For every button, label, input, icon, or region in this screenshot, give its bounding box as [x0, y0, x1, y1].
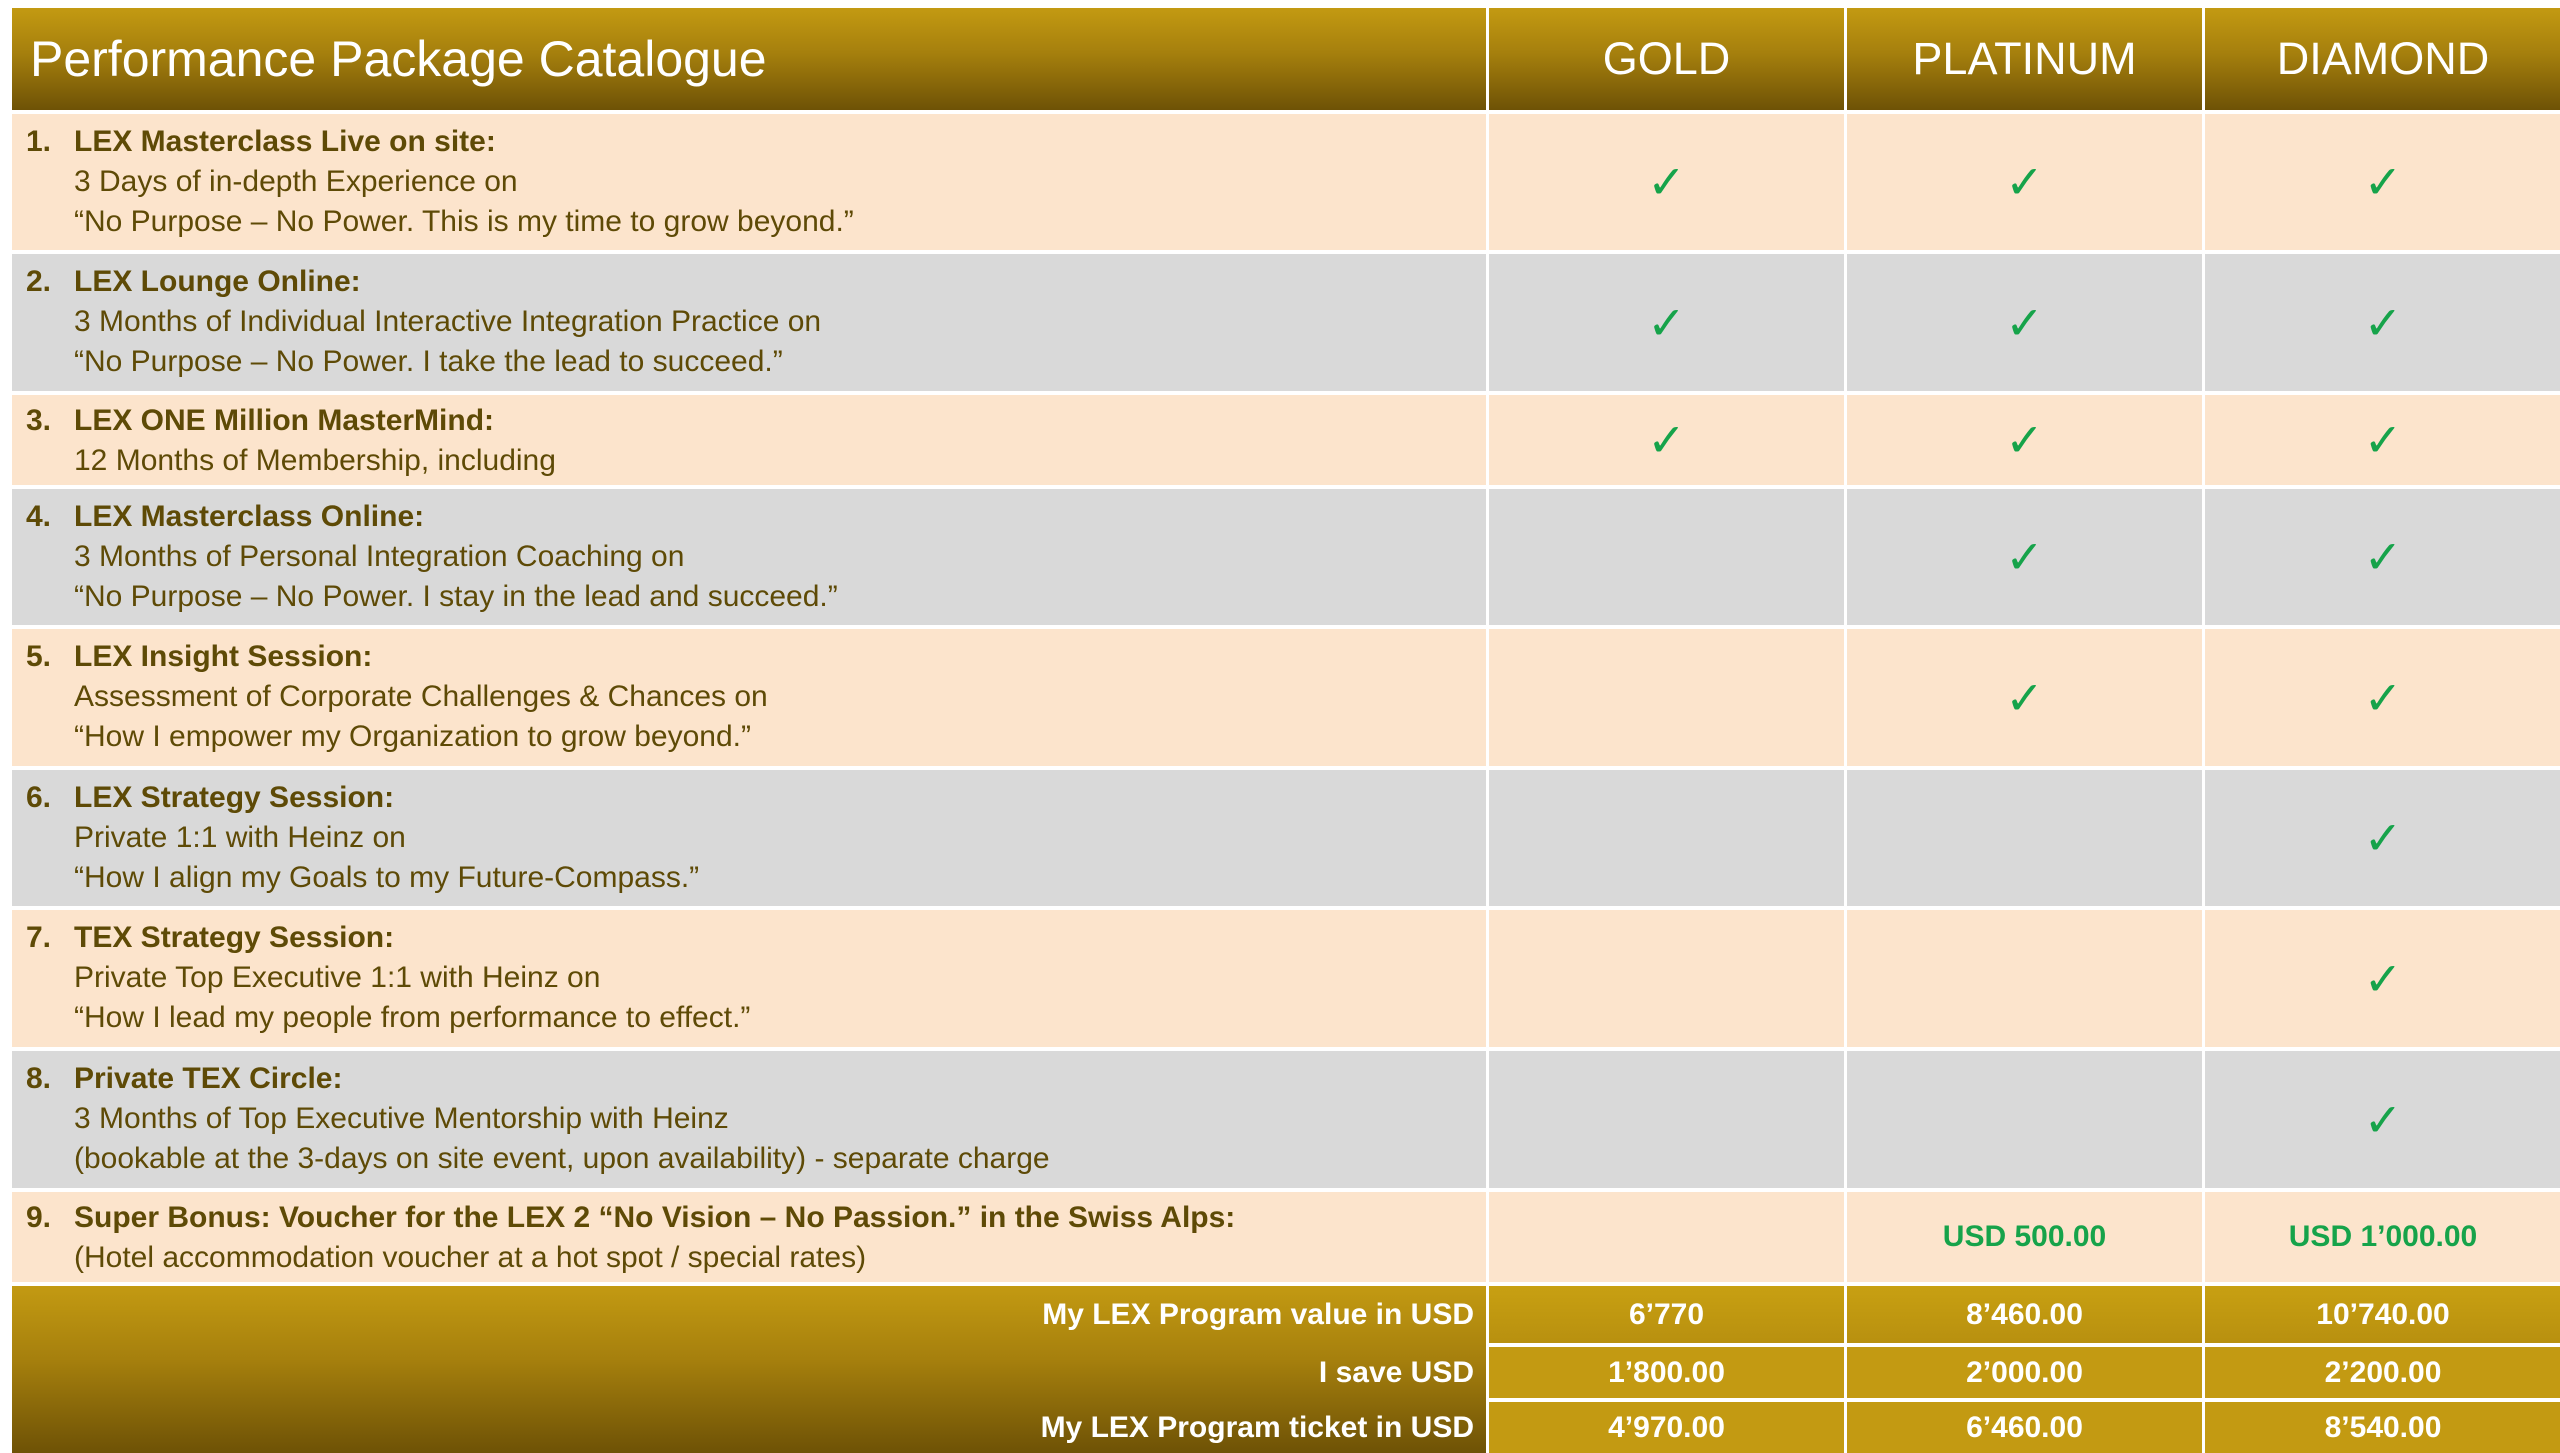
item-title: LEX Masterclass Online: — [74, 500, 425, 533]
item-line: Private Top Executive 1:1 with Heinz on — [74, 961, 601, 994]
gold-savings: 1’800.00 — [1489, 1347, 1844, 1398]
check-icon: ✓ — [2005, 530, 2044, 584]
item-number: 7. — [26, 921, 52, 954]
item-5-platinum-cell — [1847, 629, 2202, 766]
item-row-2-description — [12, 254, 1486, 391]
item-number: 1. — [26, 125, 52, 158]
check-icon: ✓ — [1647, 413, 1686, 467]
check-icon: ✓ — [2005, 155, 2044, 209]
column-header-gold: GOLD — [1489, 8, 1844, 110]
bonus-platinum-value: USD 500.00 — [1847, 1192, 2202, 1282]
item-title: LEX Strategy Session: — [74, 781, 395, 814]
platinum-savings: 2’000.00 — [1847, 1347, 2202, 1398]
item-6-platinum-cell — [1847, 770, 2202, 906]
item-1-diamond-cell — [2205, 114, 2560, 250]
item-2-diamond-cell — [2205, 254, 2560, 391]
item-line: Assessment of Corporate Challenges & Chances on — [74, 680, 768, 713]
column-header-diamond: DIAMOND — [2205, 8, 2560, 110]
item-row-9-description — [12, 1192, 1486, 1282]
check-icon: ✓ — [2363, 670, 2403, 725]
check-icon: ✓ — [2363, 951, 2403, 1006]
item-number: 3. — [26, 404, 52, 437]
item-line: 12 Months of Membership, including — [74, 444, 556, 477]
item-row-3-description — [12, 395, 1486, 485]
gold-program-value: 6’770 — [1489, 1286, 1844, 1343]
item-number: 9. — [26, 1201, 52, 1234]
item-number: 4. — [26, 500, 52, 533]
bonus-gold-value — [1489, 1192, 1844, 1282]
item-line: “How I empower my Organization to grow beyond.” — [74, 720, 751, 753]
platinum-ticket-price: 6’460.00 — [1847, 1402, 2202, 1453]
item-line: “No Purpose – No Power. I take the lead to succeed.” — [74, 345, 783, 378]
item-title: LEX Insight Session: — [74, 640, 373, 673]
check-icon: ✓ — [2363, 530, 2403, 584]
item-line: (bookable at the 3-days on site event, upon availability) - separate charge — [74, 1142, 1050, 1175]
check-icon: ✓ — [2363, 811, 2403, 865]
item-number: 2. — [26, 265, 52, 298]
check-icon: ✓ — [2005, 295, 2044, 350]
item-6-gold-cell — [1489, 770, 1844, 906]
item-3-platinum-cell — [1847, 395, 2202, 485]
bonus-diamond-value: USD 1’000.00 — [2205, 1192, 2560, 1282]
check-icon: ✓ — [1647, 295, 1686, 350]
item-title: Private TEX Circle: — [74, 1062, 343, 1095]
item-line: 3 Months of Individual Interactive Integration Practice on — [74, 305, 822, 338]
gold-ticket-price: 4’970.00 — [1489, 1402, 1844, 1453]
platinum-program-value: 8’460.00 — [1847, 1286, 2202, 1343]
item-line: 3 Days of in-depth Experience on — [74, 165, 518, 198]
item-row-6-description — [12, 770, 1486, 906]
check-icon: ✓ — [2363, 295, 2403, 350]
item-number: 8. — [26, 1062, 52, 1095]
item-2-platinum-cell — [1847, 254, 2202, 391]
diamond-ticket-price: 8’540.00 — [2205, 1402, 2560, 1453]
item-4-diamond-cell — [2205, 489, 2560, 625]
ticket-price-label: My LEX Program ticket in USD — [1040, 1410, 1474, 1444]
item-title: Super Bonus: Voucher for the LEX 2 “No Vision – No Passion.” in the Swiss Alps: — [74, 1201, 1236, 1234]
program-value-label: My LEX Program value in USD — [1042, 1297, 1474, 1331]
footer-labels — [12, 1286, 1486, 1453]
item-5-diamond-cell — [2205, 629, 2560, 766]
item-title: LEX Lounge Online: — [74, 265, 361, 298]
item-6-diamond-cell — [2205, 770, 2560, 906]
item-4-platinum-cell — [1847, 489, 2202, 625]
item-7-diamond-cell — [2205, 910, 2560, 1047]
check-icon: ✓ — [2363, 1092, 2403, 1147]
item-4-gold-cell — [1489, 489, 1844, 625]
item-1-gold-cell — [1489, 114, 1844, 250]
item-3-diamond-cell — [2205, 395, 2560, 485]
package-table — [12, 8, 2552, 1453]
item-line: “How I align my Goals to my Future-Compass.” — [74, 861, 700, 894]
item-8-diamond-cell — [2205, 1051, 2560, 1188]
item-title: LEX Masterclass Live on site: — [74, 125, 496, 158]
item-line: “No Purpose – No Power. This is my time to grow beyond.” — [74, 205, 854, 238]
item-8-gold-cell — [1489, 1051, 1844, 1188]
item-number: 6. — [26, 781, 52, 814]
item-row-5-description — [12, 629, 1486, 766]
item-line: Private 1:1 with Heinz on — [74, 821, 406, 854]
item-row-7-description — [12, 910, 1486, 1047]
item-3-gold-cell — [1489, 395, 1844, 485]
check-icon: ✓ — [2363, 155, 2403, 209]
table-title: Performance Package Catalogue — [12, 8, 1486, 110]
check-icon: ✓ — [2005, 413, 2044, 467]
diamond-savings: 2’200.00 — [2205, 1347, 2560, 1398]
item-number: 5. — [26, 640, 52, 673]
item-row-1-description — [12, 114, 1486, 250]
item-row-4-description — [12, 489, 1486, 625]
check-icon: ✓ — [1647, 155, 1686, 209]
check-icon: ✓ — [2005, 670, 2044, 725]
item-line: 3 Months of Top Executive Mentorship with Heinz — [74, 1102, 729, 1135]
diamond-program-value: 10’740.00 — [2205, 1286, 2560, 1343]
item-2-gold-cell — [1489, 254, 1844, 391]
item-line: 3 Months of Personal Integration Coaching on — [74, 540, 685, 573]
item-1-platinum-cell — [1847, 114, 2202, 250]
item-5-gold-cell — [1489, 629, 1844, 766]
item-8-platinum-cell — [1847, 1051, 2202, 1188]
item-title: LEX ONE Million MasterMind: — [74, 404, 495, 437]
item-line: “How I lead my people from performance to effect.” — [74, 1001, 751, 1034]
item-row-8-description — [12, 1051, 1486, 1188]
item-7-platinum-cell — [1847, 910, 2202, 1047]
check-icon: ✓ — [2363, 413, 2403, 467]
item-title: TEX Strategy Session: — [74, 921, 395, 954]
item-line: (Hotel accommodation voucher at a hot spot / special rates) — [74, 1241, 867, 1274]
column-header-platinum: PLATINUM — [1847, 8, 2202, 110]
savings-label: I save USD — [1318, 1355, 1474, 1389]
item-7-gold-cell — [1489, 910, 1844, 1047]
item-line: “No Purpose – No Power. I stay in the lead and succeed.” — [74, 580, 838, 613]
